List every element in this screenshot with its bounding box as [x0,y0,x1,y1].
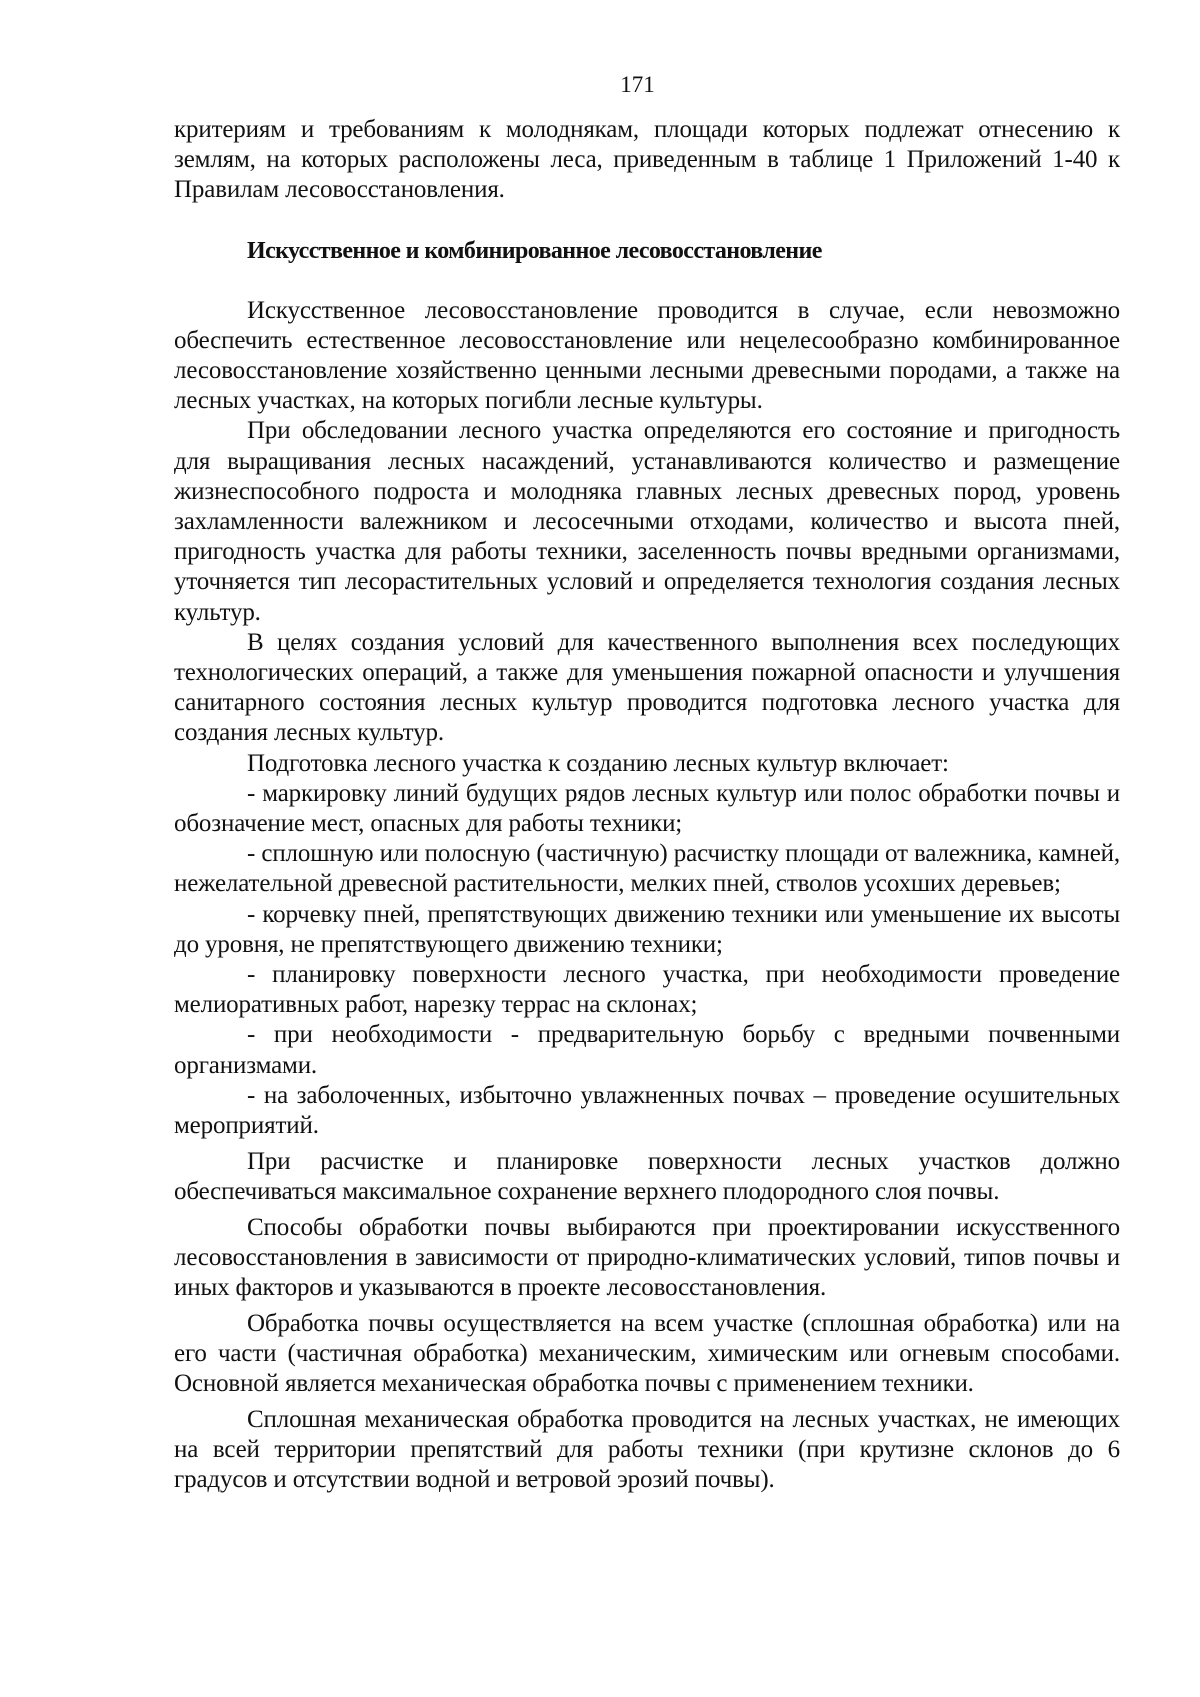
page-number: 171 [620,72,655,97]
list-item-drainage: - на заболоченных, избыточно увлажненных почвах – проведение осушительных мероприятий. [174,1081,1120,1140]
section-heading: Искусственное и комбинированное лесовосстановление [247,237,822,264]
list-item-surface-planning: - планировку поверхности лесного участка, при необходимости проведение мелиоративных работ, нарезку террас на склонах; [174,961,1120,1019]
paragraph-site-preparation-purpose: В целях создания условий для качественного выполнения всех последующих технологических операций, а также для уменьшения пожарной опасности и улучшения санитарного состояния лесных культур проводится подготовка лесного участка для создания лесных культур. [174,628,1120,747]
paragraph-artificial-reforestation: Искусственное лесовосстановление проводится в случае, если невозможно обеспечить естественное лесовосстановление или нецелесообразно комбинированное лесовосстановление хозяйственно ценными лесными древесными породами, а также на лесных участках, на которых погибли лесные культуры. [174,296,1120,415]
paragraph-topsoil-preservation: При расчистке и планировке поверхности лесных участков должно обеспечиваться максимальное сохранение верхнего плодородного слоя почвы. [174,1147,1120,1205]
intro-paragraph: критериям и требованиям к молоднякам, площади которых подлежат отнесению к землям, на которых расположены леса, приведенным в таблице 1 Приложений 1-40 к Правилам лесовосстановления. [174,116,1120,204]
list-item-stump-removal: - корчевку пней, препятствующих движению техники или уменьшение их высоты до уровня, не препятствующего движению техники; [174,900,1120,958]
paragraph-soil-treatment-scope: Обработка почвы осуществляется на всем участке (сплошная обработка) или на его части (частичная обработка) механическим, химическим или огневым способами. Основной является механическая обработка почвы с применением техники. [174,1309,1120,1398]
paragraph-site-inspection: При обследовании лесного участка определяются его состояние и пригодность для выращивания лесных насаждений, устанавливаются количество и размещение жизнеспособного подроста и молодняка главных лесных древесных пород, уровень захламленности валежником и лесосечными отходами, количество и высота пней, пригодность участка для работы техники, заселенность почвы вредными организмами, уточняется тип лесорастительных условий и определяется технология создания лесных культур. [174,417,1120,626]
paragraph-soil-treatment-methods: Способы обработки почвы выбираются при проектировании искусственного лесовосстановления в зависимости от природно-климатических условий, типов почвы и иных факторов и указываются в проекте лесовосстановления. [174,1213,1120,1302]
document-body [174,115,1120,1496]
paragraph-continuous-treatment: Сплошная механическая обработка проводится на лесных участках, не имеющих на всей территории препятствий для работы техники (при крутизне склонов до 6 градусов и отсутствии водной и ветровой эрозий почвы). [174,1405,1120,1494]
list-item-clearing: - сплошную или полосную (частичную) расчистку площади от валежника, камней, нежелательной древесной растительности, мелких пней, стволов усохших деревьев; [174,840,1120,898]
paragraph-preparation-includes: Подготовка лесного участка к созданию лесных культур включает: [247,749,949,777]
list-item-pest-control: - при необходимости - предварительную борьбу с вредными почвенными организмами. [174,1021,1120,1079]
list-item-marking: - маркировку линий будущих рядов лесных культур или полос обработки почвы и обозначение мест, опасных для работы техники; [174,779,1120,838]
